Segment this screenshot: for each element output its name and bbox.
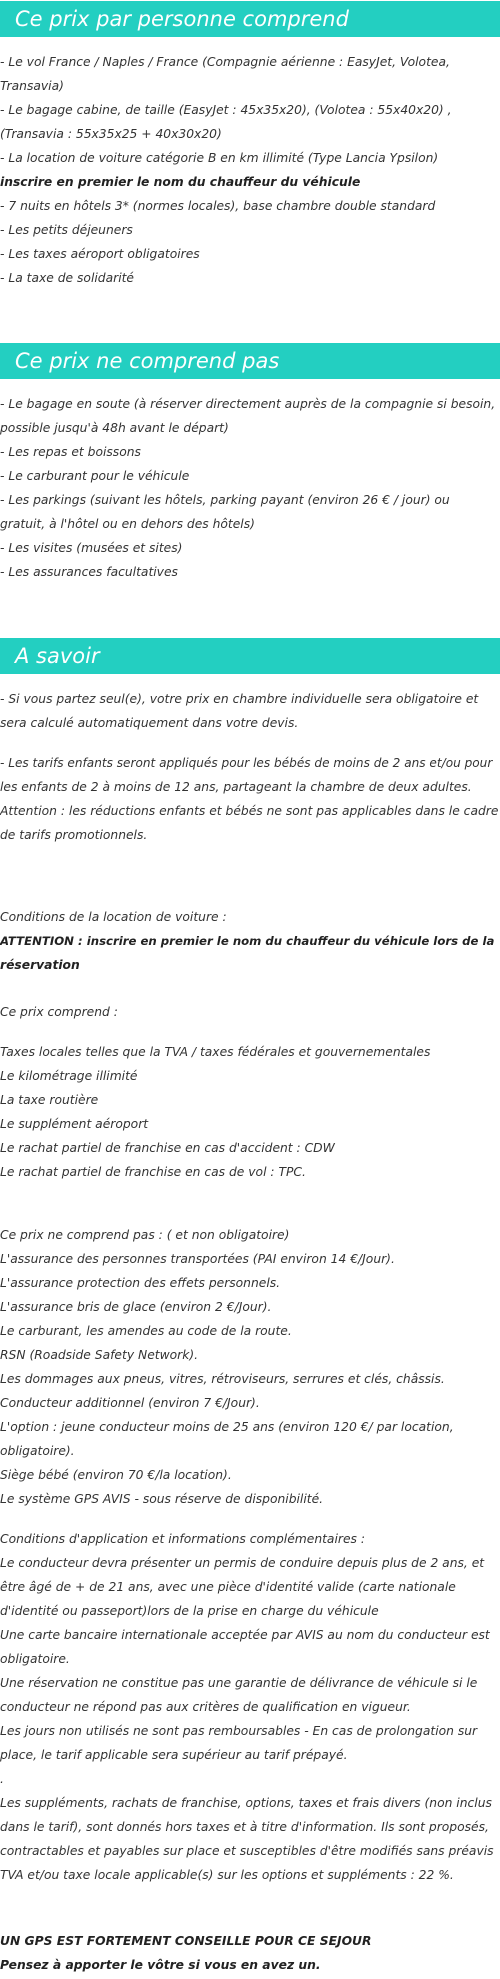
text-line: - Les taxes aéroport obligatoires — [0, 247, 200, 261]
text-line: - 7 nuits en hôtels 3* (normes locales), base chambre double standard — [0, 199, 436, 213]
text-line: d'identité ou passeport)lors de la prise en charge du véhicule — [0, 1604, 379, 1618]
text-line: - Le bagage en soute (à réserver directement auprès de la compagnie si besoin, — [0, 397, 496, 411]
text-line: TVA et/ou taxe locale applicable(s) sur les options et suppléments : 22 %. — [0, 1868, 454, 1882]
text-line: - Les parkings (suivant les hôtels, parking payant (environ 26 € / jour) ou — [0, 493, 450, 507]
text-line: - Si vous partez seul(e), votre prix en chambre individuelle sera obligatoire et — [0, 692, 479, 706]
text-line: Les suppléments, rachats de franchise, options, taxes et frais divers (non inclus — [0, 1796, 492, 1810]
text-line: être âgé de + de 21 ans, avec une pièce d'identité valide (carte nationale — [0, 1580, 456, 1594]
text-line: - Les repas et boissons — [0, 445, 141, 459]
text-line: Attention : les réductions enfants et bébés ne sont pas applicables dans le cadre — [0, 804, 499, 818]
text-line: L'option : jeune conducteur moins de 25 ans (environ 120 €/ par location, — [0, 1420, 454, 1434]
text-line: les enfants de 2 à moins de 12 ans, partageant la chambre de deux adultes. — [0, 780, 472, 794]
text-line: - Le carburant pour le véhicule — [0, 469, 190, 483]
text-line: - Le bagage cabine, de taille (EasyJet : 45x35x20), (Volotea : 55x40x20) , — [0, 103, 452, 117]
section-header-included: Ce prix par personne comprend — [0, 1, 500, 37]
text-line: Siège bébé (environ 70 €/la location). — [0, 1468, 232, 1482]
section-header-not-included: Ce prix ne comprend pas — [0, 343, 500, 379]
text-line: - Les petits déjeuners — [0, 223, 133, 237]
text-line: contractables et payables sur place et susceptibles d'être modifiés sans préavis — [0, 1844, 494, 1858]
text-line: RSN (Roadside Safety Network). — [0, 1348, 199, 1362]
section-header-good-to-know: A savoir — [0, 638, 500, 674]
text-line: obligatoire. — [0, 1652, 70, 1666]
text-line: Transavia) — [0, 79, 64, 93]
text-line: - Les assurances facultatives — [0, 565, 178, 579]
text-line: - Les tarifs enfants seront appliqués pour les bébés de moins de 2 ans et/ou pour — [0, 756, 493, 770]
emphasis-line: UN GPS EST FORTEMENT CONSEILLE POUR CE SEJOUR — [0, 1934, 372, 1948]
text-line: Conditions d'application et informations complémentaires : — [0, 1532, 365, 1546]
emphasis-line: réservation — [0, 958, 80, 972]
text-line: Le système GPS AVIS - sous réserve de disponibilité. — [0, 1492, 324, 1506]
text-line: - La taxe de solidarité — [0, 271, 134, 285]
text-line: possible jusqu'à 48h avant le départ) — [0, 421, 229, 435]
text-line: Taxes locales telles que la TVA / taxes fédérales et gouvernementales — [0, 1045, 431, 1059]
text-line: - Les visites (musées et sites) — [0, 541, 183, 555]
text-line: place, le tarif applicable sera supérieur au tarif prépayé. — [0, 1748, 348, 1762]
text-line: Une carte bancaire internationale acceptée par AVIS au nom du conducteur est — [0, 1628, 490, 1642]
text-line: Le conducteur devra présenter un permis de conduire depuis plus de 2 ans, et — [0, 1556, 485, 1570]
text-line: (Transavia : 55x35x25 + 40x30x20) — [0, 127, 222, 141]
text-line: L'assurance protection des effets personnels. — [0, 1276, 281, 1290]
text-line: conducteur ne répond pas aux critères de qualification en vigueur. — [0, 1700, 411, 1714]
text-line: Le kilométrage illimité — [0, 1069, 138, 1083]
emphasis-line: Pensez à apporter le vôtre si vous en avez un. — [0, 1958, 321, 1972]
emphasis-line: inscrire en premier le nom du chauffeur du véhicule — [0, 175, 361, 189]
text-line: obligatoire). — [0, 1444, 75, 1458]
text-line: - Le vol France / Naples / France (Compagnie aérienne : EasyJet, Volotea, — [0, 55, 450, 69]
text-line: . — [0, 1772, 4, 1786]
text-line: - La location de voiture catégorie B en km illimité (Type Lancia Ypsilon) — [0, 151, 439, 165]
emphasis-line: ATTENTION : inscrire en premier le nom du chauffeur du véhicule lors de la — [0, 934, 495, 948]
text-line: Les jours non utilisés ne sont pas remboursables - En cas de prolongation sur — [0, 1724, 478, 1738]
text-line: de tarifs promotionnels. — [0, 828, 148, 842]
text-line: Le rachat partiel de franchise en cas d'accident : CDW — [0, 1141, 335, 1155]
text-line: gratuit, à l'hôtel ou en dehors des hôtels) — [0, 517, 255, 531]
text-line: Conducteur additionnel (environ 7 €/Jour). — [0, 1396, 260, 1410]
text-line: Le carburant, les amendes au code de la route. — [0, 1324, 292, 1338]
text-line: L'assurance bris de glace (environ 2 €/Jour). — [0, 1300, 272, 1314]
text-line: Une réservation ne constitue pas une garantie de délivrance de véhicule si le — [0, 1676, 478, 1690]
text-line: L'assurance des personnes transportées (PAI environ 14 €/Jour). — [0, 1252, 395, 1266]
text-line: Le rachat partiel de franchise en cas de vol : TPC. — [0, 1165, 306, 1179]
text-line: Ce prix ne comprend pas : ( et non obligatoire) — [0, 1228, 290, 1242]
text-line: La taxe routière — [0, 1093, 99, 1107]
text-line: Ce prix comprend : — [0, 1005, 118, 1019]
text-line: Conditions de la location de voiture : — [0, 910, 227, 924]
text-line: dans le tarif), sont donnés hors taxes et à titre d'information. Ils sont proposés, — [0, 1820, 489, 1834]
text-line: Le supplément aéroport — [0, 1117, 149, 1131]
text-line: Les dommages aux pneus, vitres, rétroviseurs, serrures et clés, châssis. — [0, 1372, 445, 1386]
text-line: sera calculé automatiquement dans votre devis. — [0, 716, 299, 730]
